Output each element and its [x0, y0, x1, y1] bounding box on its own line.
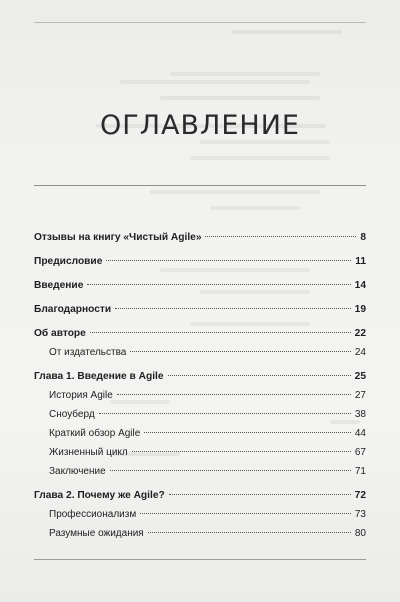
dot-leader: [132, 451, 351, 452]
toc-entry-title: От издательства: [49, 347, 127, 358]
toc-chapter-entry[interactable]: [34, 486, 366, 505]
top-rule: [34, 22, 366, 23]
toc-chapter-entry[interactable]: [34, 367, 366, 386]
toc-entry-title: Краткий обзор Agile: [49, 428, 141, 439]
dot-leader: [90, 332, 351, 333]
toc-entry-page-number: 8: [360, 232, 366, 243]
toc-entry-page-number: 25: [354, 371, 366, 382]
toc-section-entry[interactable]: [34, 386, 366, 405]
toc-section-entry[interactable]: [34, 405, 366, 424]
toc-entry-title: Сноуберд: [49, 409, 95, 420]
toc-entry-title: Разумные ожидания: [49, 528, 144, 539]
toc-chapter-entry[interactable]: [34, 300, 366, 319]
toc-entry-page-number: 80: [354, 528, 366, 539]
dot-leader: [99, 413, 351, 414]
heading-divider: [34, 185, 366, 186]
toc-entry-title: История Agile: [49, 390, 113, 401]
toc-entry-page-number: 24: [354, 347, 366, 358]
toc-entry-page-number: 19: [354, 304, 366, 315]
dot-leader: [117, 394, 351, 395]
dot-leader: [87, 284, 350, 285]
toc-chapter-entry[interactable]: [34, 276, 366, 295]
toc-section-entry[interactable]: [34, 443, 366, 462]
dot-leader: [169, 494, 351, 495]
toc-entry-page-number: 22: [354, 328, 366, 339]
toc-section-entry[interactable]: [34, 505, 366, 524]
bottom-rule: [34, 559, 366, 560]
toc-entry-page-number: 67: [354, 447, 366, 458]
dot-leader: [144, 432, 351, 433]
toc-section-entry[interactable]: [34, 424, 366, 443]
toc-chapter-entry[interactable]: [34, 324, 366, 343]
toc-chapter-entry[interactable]: [34, 252, 366, 271]
dot-leader: [130, 351, 351, 352]
dot-leader: [148, 532, 351, 533]
table-of-contents: [34, 228, 366, 543]
toc-section-entry[interactable]: [34, 524, 366, 543]
toc-entry-title: Об авторе: [34, 328, 86, 339]
toc-entry-page-number: 73: [354, 509, 366, 520]
toc-entry-title: Глава 1. Введение в Agile: [34, 371, 164, 382]
dot-leader: [205, 236, 356, 237]
dot-leader: [106, 260, 351, 261]
toc-entry-title: Жизненный цикл: [49, 447, 128, 458]
dot-leader: [110, 470, 351, 471]
toc-entry-title: Предисловие: [34, 256, 103, 267]
toc-section-entry[interactable]: [34, 343, 366, 362]
toc-entry-title: Заключение: [49, 466, 106, 477]
dot-leader: [168, 375, 351, 376]
page-title: ОГЛАВЛЕНИЕ: [100, 110, 300, 142]
toc-entry-page-number: 44: [354, 428, 366, 439]
toc-entry-title: Введение: [34, 280, 84, 291]
toc-entry-page-number: 38: [354, 409, 366, 420]
toc-entry-title: Благодарности: [34, 304, 112, 315]
toc-entry-title: Отзывы на книгу «Чистый Agile»: [34, 232, 202, 243]
toc-entry-page-number: 14: [354, 280, 366, 291]
toc-entry-page-number: 72: [354, 490, 366, 501]
toc-entry-page-number: 11: [355, 256, 366, 267]
toc-section-entry[interactable]: [34, 462, 366, 481]
dot-leader: [115, 308, 350, 309]
dot-leader: [140, 513, 351, 514]
toc-entry-page-number: 71: [354, 466, 366, 477]
toc-chapter-entry[interactable]: [34, 228, 366, 247]
toc-entry-title: Глава 2. Почему же Agile?: [34, 490, 165, 501]
toc-entry-page-number: 27: [354, 390, 366, 401]
toc-entry-title: Профессионализм: [49, 509, 137, 520]
